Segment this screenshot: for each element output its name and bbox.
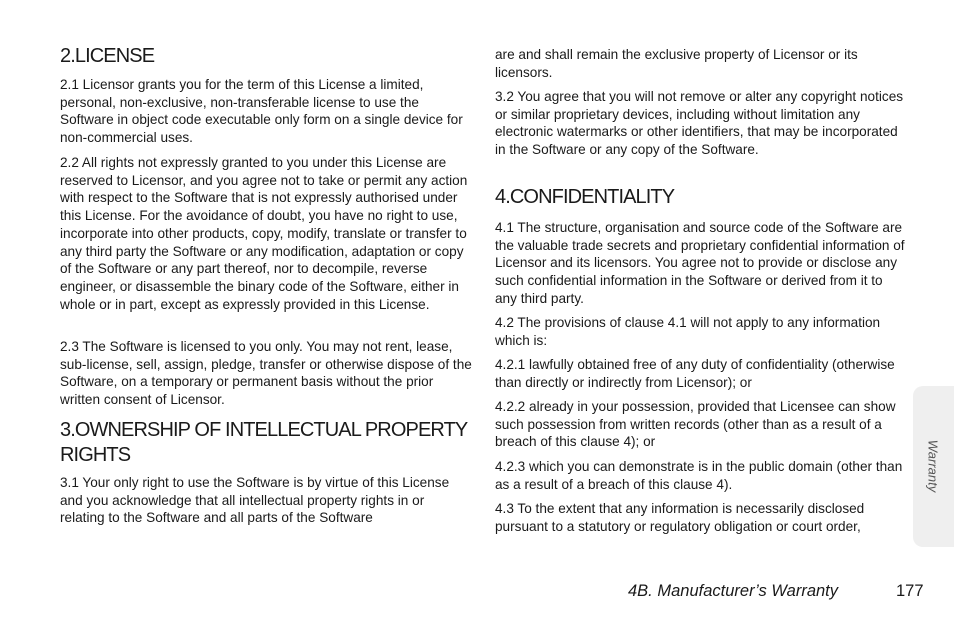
clause-4-2: 4.2 The provisions of clause 4.1 will not apply to any information which is:: [495, 315, 881, 348]
clause-2-3: 2.3 The Software is licensed to you only. You may not rent, lease, sub-license, sell, assign, pledge, transfer or otherwise dispose of the Software, on a temporary or permanent basis without the prior written consent of Licensor.: [60, 339, 472, 408]
clause-2-1: 2.1 Licensor grants you for the term of this License a limited, personal, non-exclusive, non-transferable license to use the Software in object code executable only form on a single device for non-commercial uses.: [60, 77, 463, 146]
footer-section-title: 4B. Manufacturer’s Warranty: [628, 582, 839, 600]
clause-4-2-2: 4.2.2 already in your possession, provided that Licensee can show such possession from written records (other than as a result of a breach of this clause 4); or: [495, 399, 896, 450]
license-heading: 2.LICENSE: [60, 45, 155, 67]
clause-3-2: 3.2 You agree that you will not remove or alter any copyright notices or similar proprietary devices, including without limitation any electronic watermarks or other identifiers, that may be incorporated in the Software or any copy of the Software.: [495, 89, 904, 158]
clause-2-2: 2.2 All rights not expressly granted to you under this License are reserved to Licensor, and you agree not to take or permit any action with respect to the Software that is not expressly authorised under this License. For the avoidance of doubt, you have no right to use, incorporate into other products, copy, modify, translate or transfer to any third party the Software or any modification, adaptation or copy of the Software or any part thereof, nor to decompile, reverse engineer, or disassemble the binary code of the Software, either in whole or in part, except as expressly provided in this License.: [60, 155, 468, 312]
ownership-heading: 3.OWNERSHIP OF INTELLECTUAL PROPERTY RIGHTS: [60, 419, 467, 466]
page-number: 177: [896, 582, 924, 600]
side-tab-label: Warranty: [925, 439, 941, 493]
clause-4-2-1: 4.2.1 lawfully obtained free of any duty of confidentiality (otherwise than directly or indirectly from Licensor); or: [495, 357, 895, 390]
clause-3-1-continued: are and shall remain the exclusive property of Licensor or its licensors.: [495, 47, 858, 80]
section-side-tab: [913, 386, 954, 547]
confidentiality-heading: 4.CONFIDENTIALITY: [495, 186, 675, 208]
clause-4-3: 4.3 To the extent that any information is necessarily disclosed pursuant to a statutory or regulatory obligation or court order,: [495, 501, 865, 534]
clause-4-2-3: 4.2.3 which you can demonstrate is in the public domain (other than as a result of a breach of this clause 4).: [495, 459, 903, 492]
clause-3-1: 3.1 Your only right to use the Software is by virtue of this License and you acknowledge that all intellectual property rights in or relating to the Software and all parts of the Software: [60, 475, 450, 526]
clause-4-1: 4.1 The structure, organisation and source code of the Software are the valuable trade secrets and proprietary confidential information of Licensor and its licensors. You agree not to provide or disclose any such confidential information in the Software or derived from it to any third party.: [495, 220, 905, 306]
